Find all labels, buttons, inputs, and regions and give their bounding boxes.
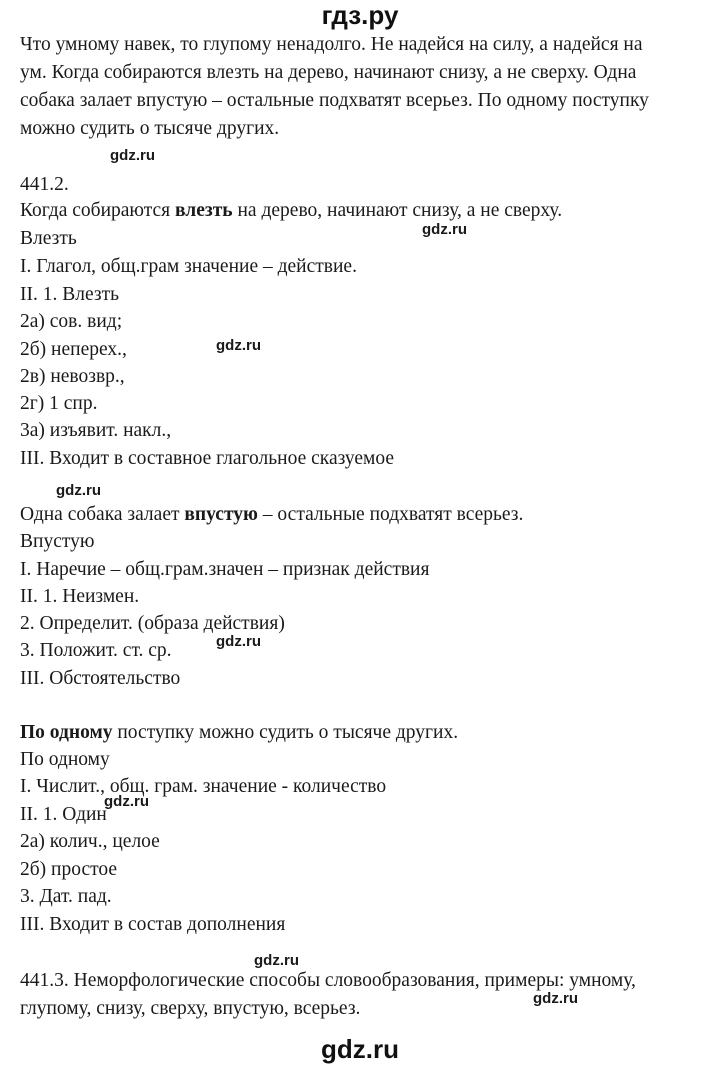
analysis-line: 2а) колич., целое xyxy=(20,831,160,852)
word-title-3: По одному xyxy=(20,749,110,770)
analysis-line: I. Числит., общ. грам. значение - количество xyxy=(20,776,387,797)
site-header-title: гдз.ру xyxy=(321,0,399,30)
analysis-line: III. Входит в состав дополнения xyxy=(20,914,286,935)
analysis-line: 2. Определит. (образа действия) xyxy=(20,613,285,634)
watermark: gdz.ru xyxy=(216,337,261,354)
word-title-2: Впустую xyxy=(20,531,95,552)
analysis-line: I. Наречие – общ.грам.значен – признак действия xyxy=(20,559,430,580)
analysis-line: 3а) изъявит. накл., xyxy=(20,420,172,441)
analysis-line: III. Входит в составное глагольное сказуемое xyxy=(20,448,395,469)
watermark: gdz.ru xyxy=(216,633,261,650)
watermark: gdz.ru xyxy=(533,990,578,1007)
sentence-3-highlight: По одному xyxy=(20,722,113,743)
intro-line-3: собака залает впустую – остальные подхватят всерьез. По одному поступку xyxy=(20,90,649,111)
watermark: gdz.ru xyxy=(110,147,155,164)
watermark: gdz.ru xyxy=(104,793,149,810)
task-number-441-2: 441.2. xyxy=(20,174,69,195)
watermark: gdz.ru xyxy=(422,221,467,238)
watermark: gdz.ru xyxy=(254,952,299,969)
analysis-line: II. 1. Один xyxy=(20,804,107,825)
analysis-line: 2а) сов. вид; xyxy=(20,311,123,332)
sentence-2 xyxy=(20,502,523,528)
watermark: gdz.ru xyxy=(56,482,101,499)
analysis-line: 2б) простое xyxy=(20,859,118,880)
sentence-2-highlight: впустую xyxy=(184,504,258,525)
intro-line-2: ум. Когда собираются влезть на дерево, начинают снизу, а не сверху. Одна xyxy=(20,62,637,83)
analysis-line: I. Глагол, общ.грам значение – действие. xyxy=(20,256,357,277)
intro-line-4: можно судить о тысяче других. xyxy=(20,118,280,139)
sentence-1-before: Когда собираются xyxy=(20,200,176,221)
analysis-line: III. Обстоятельство xyxy=(20,668,181,689)
intro-line-1: Что умному навек, то глупому ненадолго. Не надейся на силу, а надейся на xyxy=(20,34,643,55)
sentence-3 xyxy=(20,720,458,746)
sentence-3-after: поступку можно судить о тысяче других. xyxy=(112,722,459,743)
sentence-1-highlight: влезть xyxy=(175,200,233,221)
task-3-line-2: глупому, снизу, сверху, впустую, всерьез. xyxy=(20,998,361,1019)
word-title-1: Влезть xyxy=(20,228,77,249)
sentence-1-after: на дерево, начинают снизу, а не сверху. xyxy=(232,200,563,221)
site-footer-title: gdz.ru xyxy=(321,1034,399,1064)
sentence-2-before: Одна собака залает xyxy=(20,504,185,525)
analysis-line: 2б) неперех., xyxy=(20,339,127,360)
sentence-1 xyxy=(20,198,562,224)
analysis-line: 3. Дат. пад. xyxy=(20,886,112,907)
sentence-2-after: – остальные подхватят всерьез. xyxy=(257,504,524,525)
task-3-line-1: 441.3. Неморфологические способы словообразования, примеры: умному, xyxy=(20,970,636,991)
analysis-line: 2в) невозвр., xyxy=(20,366,125,387)
analysis-line: 3. Положит. ст. ср. xyxy=(20,640,172,661)
analysis-line: II. 1. Влезть xyxy=(20,284,119,305)
analysis-line: 2г) 1 спр. xyxy=(20,393,98,414)
analysis-line: II. 1. Неизмен. xyxy=(20,586,140,607)
